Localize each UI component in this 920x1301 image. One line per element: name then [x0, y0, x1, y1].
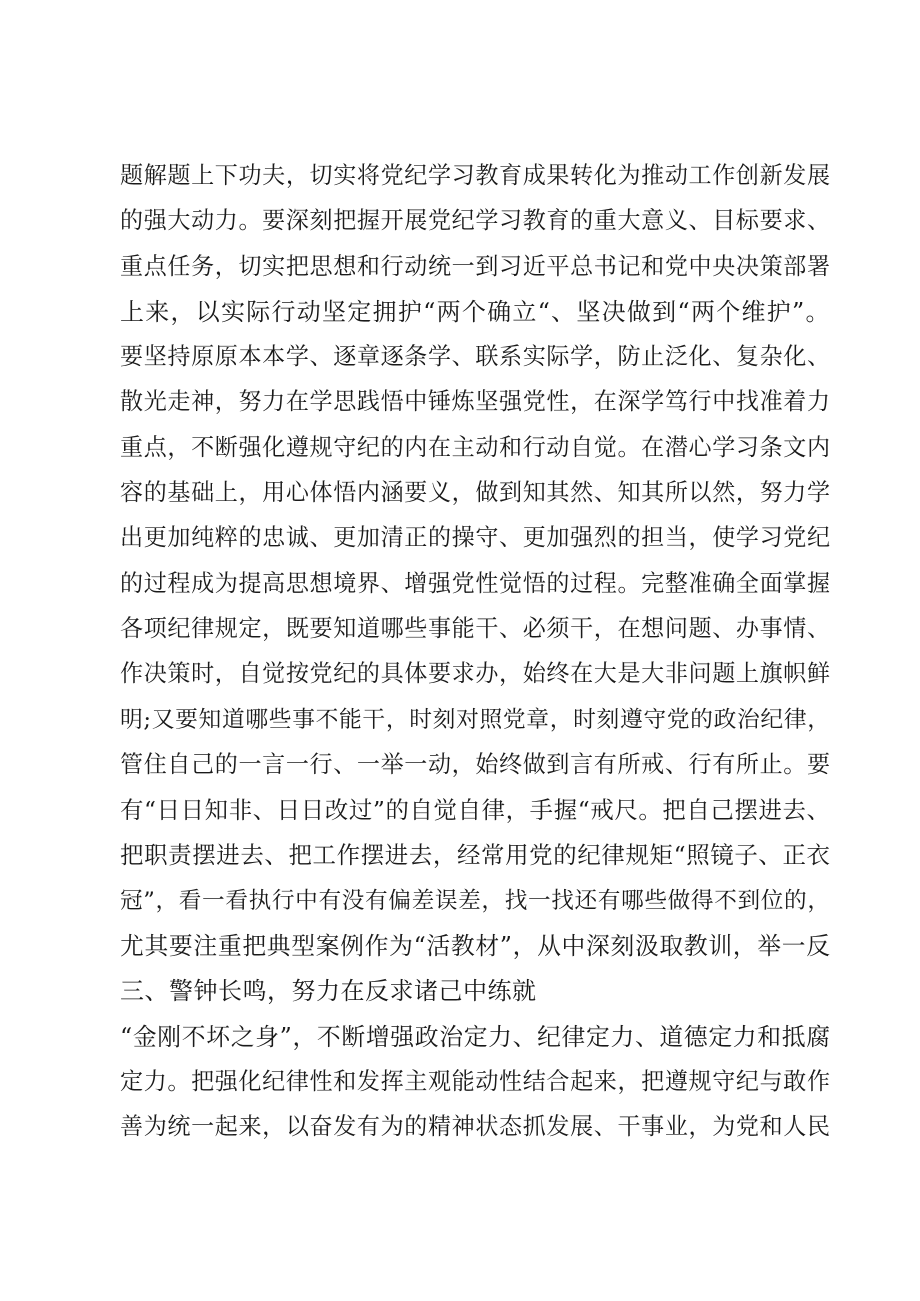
text-line: 容的基础上，用心体悟内涵要义，做到知其然、知其所以然，努力学	[120, 480, 830, 507]
text-line: 题解题上下功夫，切实将党纪学习教育成果转化为推动工作创新发展	[120, 163, 830, 189]
text-line: 各项纪律规定，既要知道哪些事能干、必须干，在想问题、办事情、	[120, 615, 830, 642]
body-text	[120, 154, 830, 1151]
text-line: 的强大动力。要深刻把握开展党纪学习教育的重大意义、目标要求、	[120, 208, 830, 235]
text-line: 出更加纯粹的忠诚、更加清正的操守、更加强烈的担当，使学习党纪	[120, 525, 830, 552]
text-line: 管住自己的一言一行、一举一动，始终做到言有所戒、行有所止。要	[120, 751, 830, 778]
text-line: 要坚持原原本本学、逐章逐条学、联系实际学，防止泛化、复杂化、	[120, 344, 830, 371]
text-line: 冠”，看一看执行中有没有偏差误差，找一找还有哪些做得不到位的，	[120, 887, 830, 914]
text-line: 明;又要知道哪些事不能干，时刻对照党章，时刻遵守党的政治纪律，	[120, 706, 830, 733]
text-line: 三、警钟长鸣，努力在反求诸己中练就	[120, 977, 537, 1006]
text-line: 的过程成为提高思想境界、增强党性觉悟的过程。完整准确全面掌握	[120, 570, 830, 597]
text-line: 散光走神，努力在学思践悟中锤炼坚强党性，在深学笃行中找准着力	[120, 389, 830, 416]
text-line: 把职责摆进去、把工作摆进去，经常用党的纪律规矩“照镜子、正衣	[120, 841, 830, 870]
text-line: “金刚不坏之身”，不断增强政治定力、纪律定力、道德定力和抵腐	[120, 1022, 830, 1051]
text-line: 尤其要注重把典型案例作为“活教材”，从中深刻汲取教训，举一反	[120, 932, 830, 961]
text-line: 善为统一起来，以奋发有为的精神状态抓发展、干事业，为党和人民	[120, 1114, 830, 1141]
text-line: 有“日日知非、日日改过”的自觉自律，手握“戒尺。把自己摆进去、	[120, 796, 830, 825]
text-line: 上来，以实际行动坚定拥护“两个确立“、坚决做到“两个维护”。	[120, 297, 830, 326]
text-line: 重点任务，切实把思想和行动统一到习近平总书记和党中央决策部署	[120, 253, 830, 280]
text-line: 定力。把强化纪律性和发挥主观能动性结合起来，把遵规守纪与敢作	[120, 1068, 830, 1095]
text-line: 重点，不断强化遵规守纪的内在主动和行动自觉。在潜心学习条文内	[120, 434, 830, 461]
text-line: 作决策时，自觉按党纪的具体要求办，始终在大是大非问题上旗帜鲜	[120, 661, 830, 688]
